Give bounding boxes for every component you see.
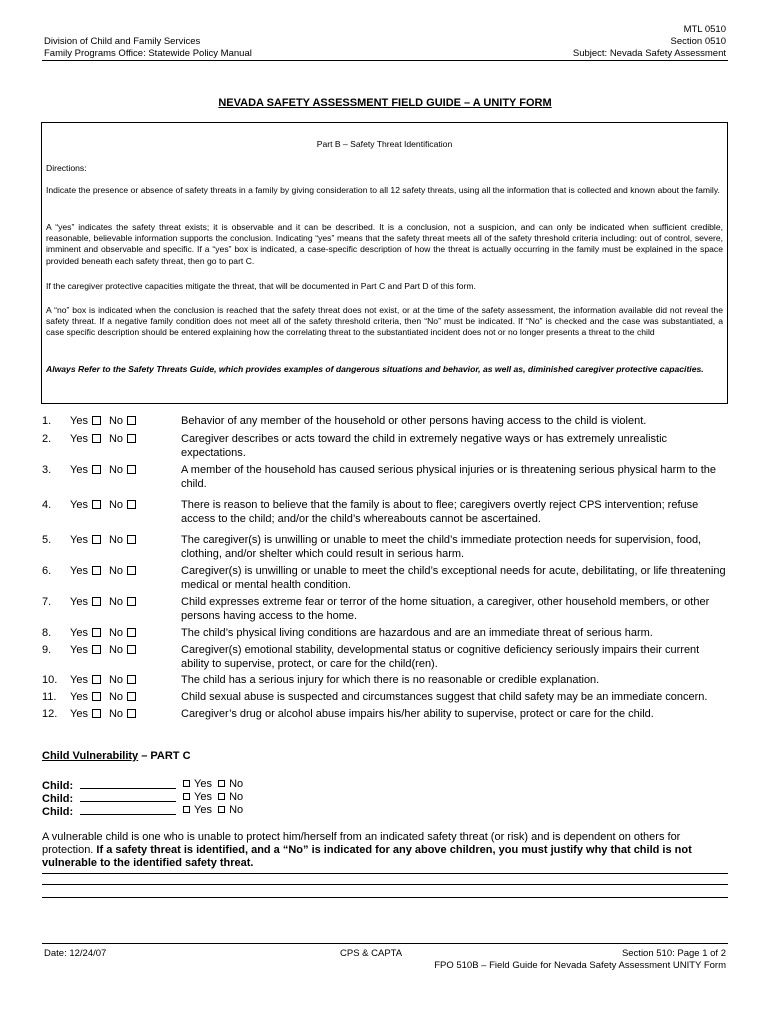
no-label: No [108,565,124,577]
no-label: No [108,708,124,720]
child-no-label: No [229,778,244,790]
yes-checkbox[interactable] [92,416,101,425]
part-b-label: Part B – Safety Threat Identification [316,139,453,149]
header-rule [42,60,728,61]
threat-description: The child has a serious injury for which there is no reasonable or credible explanation. [181,674,600,686]
threat-number: 12. [42,708,58,720]
directions-paragraph-3: If the caregiver protective capacities mitigate the threat, that will be documented in Part C and Part D of this form. [46,281,476,291]
threat-yes-no [70,463,180,477]
threat-number: 4. [42,499,52,511]
threat-description: The caregiver(s) is unwilling or unable to meet the child’s immediate protection needs for supervision, food, clothing, and/or shelter which could result in serious harm. [181,534,702,560]
yes-checkbox[interactable] [92,566,101,575]
no-label: No [108,499,124,511]
justification-line[interactable] [42,873,728,874]
child-yes-no [183,778,243,791]
child-yes-no [183,804,243,817]
threat-description: Caregiver(s) emotional stability, developmental status or cognitive deficiency seriously impairs their current ability to supervise, protect, or care for the child(ren). [181,644,700,670]
child-yes-checkbox[interactable] [183,780,190,787]
child-no-checkbox[interactable] [218,793,225,800]
child-no-checkbox[interactable] [218,806,225,813]
no-checkbox[interactable] [127,709,136,718]
yes-checkbox[interactable] [92,692,101,701]
yes-label: Yes [70,596,88,608]
threat-number: 1. [42,415,52,427]
threat-number: 2. [42,433,52,445]
part-c-label: – PART C [138,750,191,762]
child-name-field[interactable] [80,778,176,789]
child-yes-label: Yes [194,791,212,803]
threat-number: 10. [42,674,58,686]
threat-number: 9. [42,644,52,656]
threat-description: Behavior of any member of the household or other persons having access to the child is violent. [181,415,647,427]
manual-name: Family Programs Office: Statewide Policy Manual [44,48,252,59]
threat-description: A member of the household has caused serious physical injuries or is threatening serious physical harm to the child. [181,464,717,490]
yes-label: Yes [70,691,88,703]
directions-paragraph-2: A “yes” indicates the safety threat exists; it is observable and it can be described. It is a conclusion, not a suspicion, and can only be indicated when sufficient credible, reasonable, believable information supports the conclusion. Indicating “yes” means that the safety threat meets all of the safety threshold criteria including: out of control, severe, imminent and observable and specific. If a “yes” box is indicated, a case-specific description of how the threat is actually occurring in the family must be explained in the space provided beneath each safety threat, then go to part C. [46,222,723,266]
child-yes-checkbox[interactable] [183,806,190,813]
footer-right [434,948,726,972]
no-checkbox[interactable] [127,628,136,637]
yes-checkbox[interactable] [92,500,101,509]
child-yes-label: Yes [194,778,212,790]
no-checkbox[interactable] [127,566,136,575]
vulnerability-text: A vulnerable child is one who is unable to protect him/herself from an indicated safety threat (or risk) and is dependent on others for protection. [42,831,681,856]
no-checkbox[interactable] [127,465,136,474]
no-label: No [108,415,124,427]
yes-checkbox[interactable] [92,535,101,544]
vulnerability-paragraph [42,831,728,870]
child-yes-no [183,791,243,804]
threat-description: Caregiver(s) is unwilling or unable to meet the child’s exceptional needs for acute, debilitating, or life threatening medical or mental health condition. [181,565,726,591]
directions-paragraph-4: A “no” box is indicated when the conclusion is reached that the safety threat does not exist, or at the time of the safety assessment, the information available did not reveal the safety threat. If a negative family condition does not meet all of the safety threshold criteria, then “No” must be indicated. If “No” is checked and the case was substantiated, a case specific description should be entered explaining how the correlating threat to the substantiated incident does not or no longer presents a threat to the child [46,305,723,338]
mtl-number: MTL 0510 [683,24,726,35]
no-label: No [108,534,124,546]
threat-yes-no [70,626,180,640]
no-checkbox[interactable] [127,645,136,654]
threat-yes-no [70,690,180,704]
vulnerability-instruction: If a safety threat is identified, and a “No” is indicated for any above children, you must justify why that child is not vulnerable to the identified safety threat. [42,844,692,869]
threat-yes-no [70,673,180,687]
threat-yes-no [70,595,180,609]
threat-description: Child sexual abuse is suspected and circumstances suggest that child safety may be an immediate concern. [181,691,708,703]
child-yes-label: Yes [194,804,212,816]
yes-label: Yes [70,565,88,577]
threat-description: Child expresses extreme fear or terror of the home situation, a caregiver, other household members, or other persons having access to the home. [181,596,710,622]
threat-description: Caregiver’s drug or alcohol abuse impairs his/her ability to supervise, protect or care for the child. [181,708,654,720]
no-checkbox[interactable] [127,535,136,544]
child-vulnerability-title: Child Vulnerability [42,750,139,762]
form-name: FPO 510B – Field Guide for Nevada Safety Assessment UNITY Form [434,960,726,971]
threat-number: 7. [42,596,52,608]
threat-yes-no [70,414,180,428]
yes-label: Yes [70,433,88,445]
yes-label: Yes [70,627,88,639]
threat-number: 5. [42,534,52,546]
threat-yes-no [70,707,180,721]
threat-number: 11. [42,691,57,703]
child-name-field[interactable] [80,791,176,802]
no-checkbox[interactable] [127,500,136,509]
division-name: Division of Child and Family Services [44,36,201,47]
header-right [573,24,726,60]
directions-label: Directions: [46,163,87,173]
header-left [44,36,252,60]
no-checkbox[interactable] [127,597,136,606]
yes-checkbox[interactable] [92,628,101,637]
yes-checkbox[interactable] [92,709,101,718]
threat-description: The child’s physical living conditions are hazardous and are an immediate threat of serious harm. [181,627,653,639]
directions-paragraph-1: Indicate the presence or absence of safety threats in a family by giving consideration to all 12 safety threats, using all the information that is collected and known about the family. [46,185,720,195]
child-no-label: No [229,791,244,803]
threat-yes-no [70,564,180,578]
threat-number: 3. [42,464,52,476]
no-label: No [108,464,124,476]
yes-label: Yes [70,415,88,427]
threat-yes-no [70,533,180,547]
child-no-checkbox[interactable] [218,780,225,787]
child-no-label: No [229,804,244,816]
subject-line: Subject: Nevada Safety Assessment [572,48,726,59]
directions-paragraph-5: Always Refer to the Safety Threats Guide, which provides examples of dangerous situations and behavior, as well as, diminished caregiver protective capacities. [46,364,704,374]
yes-checkbox[interactable] [92,675,101,684]
yes-label: Yes [70,534,88,546]
yes-checkbox[interactable] [92,597,101,606]
child-label: Child: [42,793,74,805]
page-title: NEVADA SAFETY ASSESSMENT FIELD GUIDE – A UNITY FORM [218,97,552,109]
child-label: Child: [42,780,74,792]
justification-line[interactable] [42,884,728,885]
threat-description: Caregiver describes or acts toward the child in extremely negative ways or has extremely unrealistic expectations. [181,433,668,459]
child-vulnerability-heading [42,750,191,762]
no-label: No [108,644,124,656]
yes-label: Yes [70,464,88,476]
no-checkbox[interactable] [127,434,136,443]
threat-yes-no [70,498,180,512]
child-row [42,804,244,819]
footer-date: Date: 12/24/07 [44,948,107,959]
yes-label: Yes [70,708,88,720]
directions-box [41,122,728,404]
child-name-field[interactable] [80,804,176,815]
no-label: No [108,596,124,608]
no-label: No [108,674,124,686]
page-number: Section 510: Page 1 of 2 [621,948,726,959]
threat-description: There is reason to believe that the family is about to flee; caregivers overtly reject CPS intervention; refuse access to the child; and/or the child’s whereabouts cannot be ascertained. [181,499,699,525]
no-checkbox[interactable] [127,416,136,425]
child-label: Child: [42,806,74,818]
yes-checkbox[interactable] [92,465,101,474]
no-label: No [108,627,124,639]
no-label: No [108,691,124,703]
footer-center: CPS & CAPTA [340,948,403,959]
no-label: No [108,433,124,445]
child-yes-checkbox[interactable] [183,793,190,800]
threat-number: 8. [42,627,52,639]
yes-label: Yes [70,644,88,656]
threat-yes-no [70,643,180,657]
yes-checkbox[interactable] [92,434,101,443]
yes-checkbox[interactable] [92,645,101,654]
yes-label: Yes [70,499,88,511]
yes-label: Yes [70,674,88,686]
footer-rule [42,943,728,944]
section-number: Section 0510 [670,36,726,47]
no-checkbox[interactable] [127,692,136,701]
threat-yes-no [70,432,180,446]
threat-number: 6. [42,565,52,577]
justification-line[interactable] [42,897,728,898]
no-checkbox[interactable] [127,675,136,684]
